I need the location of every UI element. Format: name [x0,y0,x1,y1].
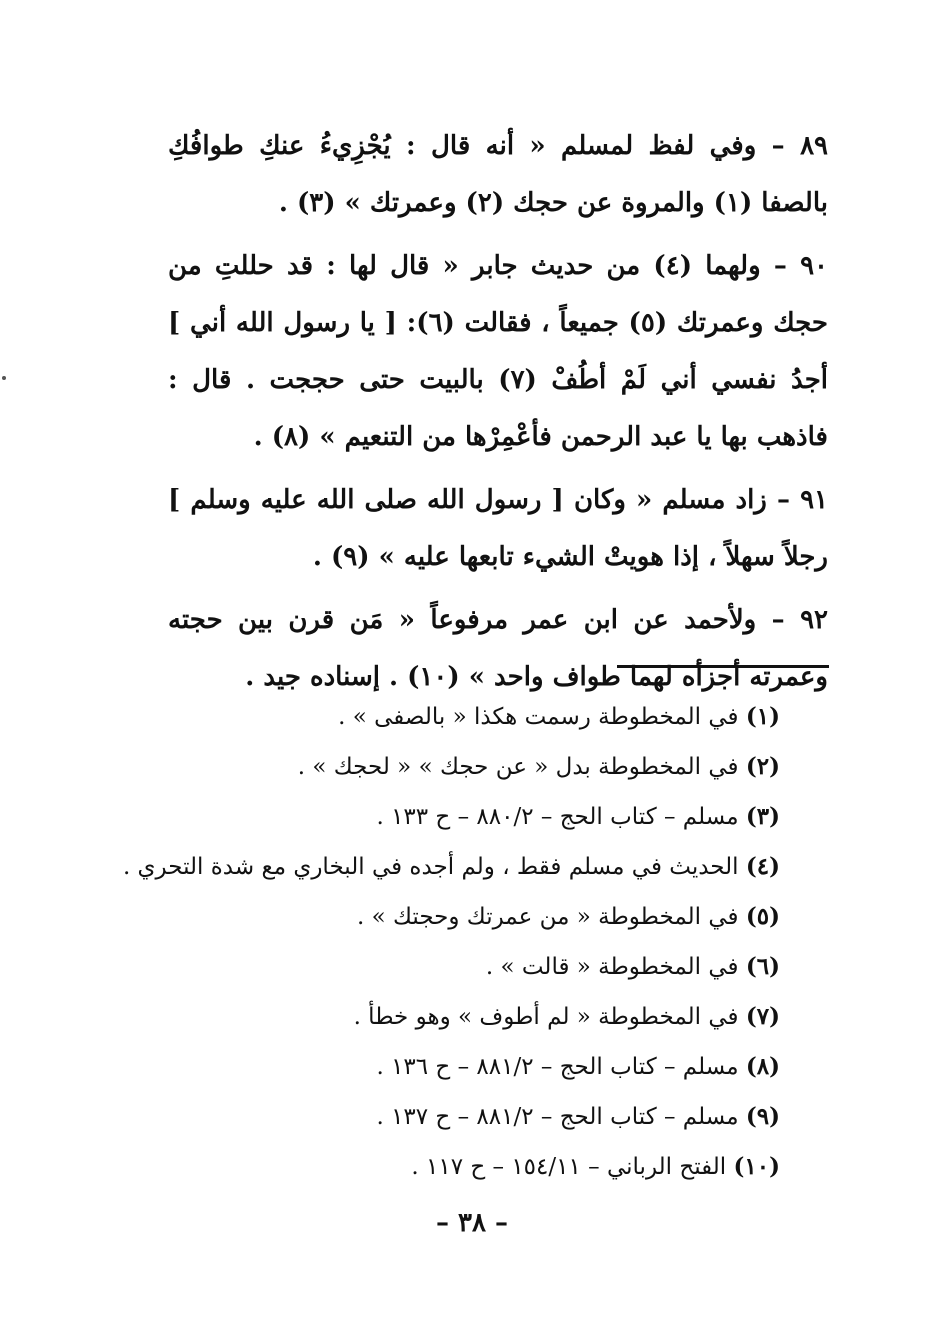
footnote-text: مسلم – كتاب الحج – ٨٨١/٢ – ح ١٣٦ . [376,1054,739,1080]
footnote-number: (١) [745,703,780,730]
footnote-text: مسلم – كتاب الحج – ٨٨٠/٢ – ح ١٣٣ . [376,804,739,830]
footnote-text: في المخطوطة « قالت » . [485,954,739,980]
page-number: – ٣٨ – [435,1208,509,1238]
footnote-number: (٦) [745,953,780,980]
footnote-10 [150,1142,780,1192]
footnote-4 [122,842,780,892]
footnote-1 [150,692,780,742]
footnote-text: في المخطوطة بدل « عن حجك » « لحجك » . [297,754,739,780]
footnote-5 [150,892,780,942]
footnote-text: في المخطوطة رسمت هكذا « بالصفى » . [338,704,739,730]
paragraph-90: ٩٠ – ولهما (٤) من حديث جابر « قال لها : قد حللتِ من حجك وعمرتك (٥) جميعاً ، فقالت (٦): [ يا رسول الله أني ] أجدُ نفسي أني لَمْ أطُفْ (٧) بالبيت حتى حججت . قال : فاذهب بها يا عبد الرحمن فأعْمِرْها من التنعيم » (٨) . [168,251,828,452]
footnote-7 [150,992,780,1042]
main-text [168,118,828,712]
footnote-text: مسلم – كتاب الحج – ٨٨١/٢ – ح ١٣٧ . [376,1104,739,1130]
footnote-number: (١٠) [733,1153,780,1180]
paragraph-91: ٩١ – زاد مسلم « وكان [ رسول الله صلى الله عليه وسلم ] رجلاً سهلاً ، إذا هويتْ الشيء تابعها عليه » (٩) . [168,485,828,572]
footnote-number: (٨) [745,1053,780,1080]
footnote-text: الحديث في مسلم فقط ، ولم أجده في البخاري مع شدة التحري . [122,854,739,880]
footnote-6 [150,942,780,992]
footnote-2 [150,742,780,792]
footnote-9 [150,1092,780,1142]
footnote-text: الفتح الرباني – ١٥٤/١١ – ح ١١٧ . [411,1154,727,1180]
footnotes [122,692,780,1192]
footnote-number: (٢) [745,753,780,780]
footnote-number: (٤) [745,853,780,880]
footnote-number: (٥) [745,903,780,930]
footnote-number: (٣) [745,803,780,830]
paragraph-89: ٨٩ – وفي لفظ لمسلم « أنه قال : يُجْزِيءُ عنكِ طوافُكِ بالصفا (١) والمروة عن حجك (٢) وعمرتك » (٣) . [168,131,828,218]
footnote-divider [617,665,829,668]
footnote-number: (٩) [745,1103,780,1130]
scan-speck [2,376,6,380]
paragraph-92: ٩٢ – ولأحمد عن ابن عمر مرفوعاً « مَن قرن بين حجته وعمرته أجزأه لهما طواف واحد » (١٠) . إسناده جيد . [168,605,828,692]
footnote-text: في المخطوطة « من عمرتك وحجتك » . [357,904,739,930]
footnote-8 [150,1042,780,1092]
footnote-text: في المخطوطة « لم أطوف » وهو خطأ . [353,1004,739,1030]
footnote-number: (٧) [745,1003,780,1030]
footnote-3 [150,792,780,842]
